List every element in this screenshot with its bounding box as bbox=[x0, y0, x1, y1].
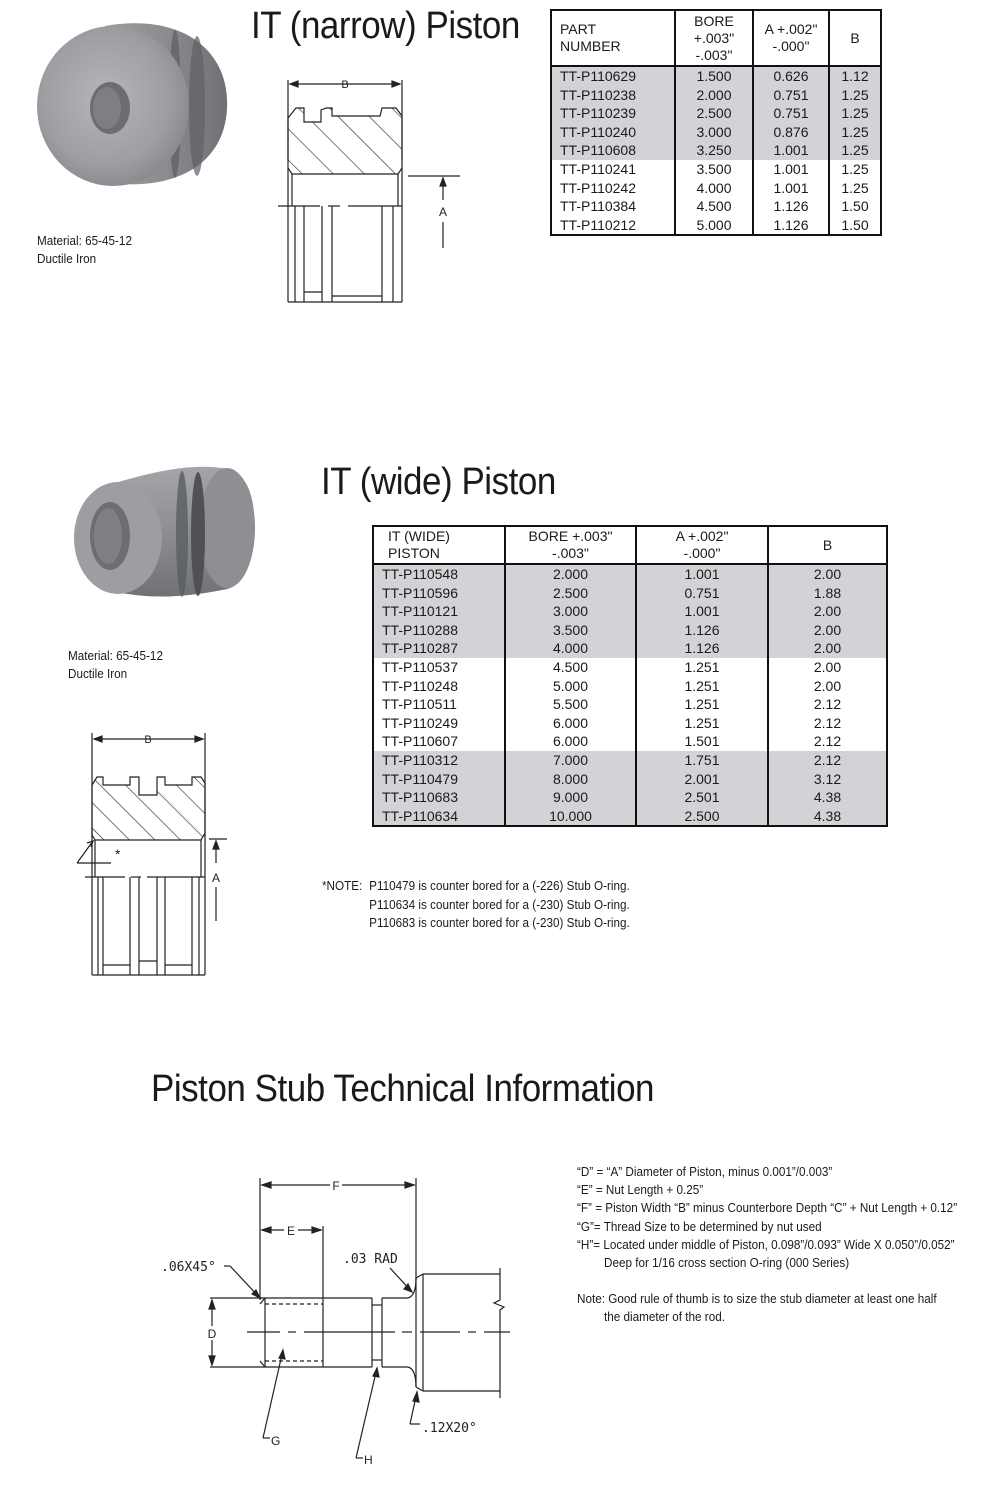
a-cell: 1.251 bbox=[636, 695, 768, 714]
dim-d-label: D bbox=[207, 1327, 217, 1341]
part-number-cell: TT-P110239 bbox=[551, 104, 675, 123]
stub-title: Piston Stub Technical Information bbox=[151, 1068, 655, 1110]
note-prefix: *NOTE: bbox=[322, 878, 363, 893]
part-number-cell: TT-P110312 bbox=[373, 751, 505, 770]
definition-f: “F” = Piston Width “B” minus Counterbore Depth “C” + Nut Length + 0.12” bbox=[577, 1200, 958, 1216]
dim-a-label: A bbox=[211, 871, 221, 885]
material-spec: Material: 65-45-12 bbox=[37, 233, 132, 248]
wide-piston-title: IT (wide) Piston bbox=[321, 461, 556, 503]
a-cell: 1.126 bbox=[753, 197, 829, 216]
material-spec: Material: 65-45-12 bbox=[68, 648, 163, 663]
bore-cell: 8.000 bbox=[505, 770, 636, 789]
part-number-cell: TT-P110596 bbox=[373, 584, 505, 603]
table-row bbox=[373, 807, 887, 827]
part-number-cell: TT-P110629 bbox=[551, 66, 675, 86]
dim-f-label: F bbox=[332, 1179, 340, 1193]
stub-note-continued: the diameter of the rod. bbox=[604, 1309, 725, 1325]
col-b: B bbox=[768, 526, 887, 564]
bore-cell: 1.500 bbox=[675, 66, 753, 86]
note-line: P110634 is counter bored for a (-230) Stub O-ring. bbox=[369, 896, 630, 912]
b-cell: 2.00 bbox=[768, 658, 887, 677]
dim-e-label: E bbox=[286, 1224, 296, 1238]
chamfer-label: .06X45° bbox=[161, 1260, 216, 1275]
table-header-row bbox=[551, 10, 881, 66]
a-cell: 0.751 bbox=[753, 104, 829, 123]
b-cell: 1.88 bbox=[768, 584, 887, 603]
a-cell: 0.626 bbox=[753, 66, 829, 86]
a-cell: 1.001 bbox=[753, 141, 829, 160]
definition-e: “E” = Nut Length + 0.25” bbox=[577, 1182, 704, 1198]
bore-cell: 10.000 bbox=[505, 807, 636, 827]
col-b: B bbox=[829, 10, 881, 66]
bore-cell: 3.500 bbox=[675, 160, 753, 179]
bore-cell: 3.000 bbox=[675, 123, 753, 142]
narrow-piston-title: IT (narrow) Piston bbox=[251, 5, 520, 47]
part-number-cell: TT-P110608 bbox=[551, 141, 675, 160]
b-cell: 2.12 bbox=[768, 732, 887, 751]
table-row bbox=[373, 658, 887, 677]
a-cell: 2.500 bbox=[636, 807, 768, 827]
a-cell: 1.251 bbox=[636, 658, 768, 677]
table-row bbox=[373, 732, 887, 751]
bore-cell: 2.000 bbox=[505, 564, 636, 584]
bore-cell: 5.500 bbox=[505, 695, 636, 714]
b-cell: 2.12 bbox=[768, 695, 887, 714]
bore-cell: 6.000 bbox=[505, 714, 636, 733]
piston-stub-drawing bbox=[150, 1160, 530, 1480]
b-cell: 1.25 bbox=[829, 141, 881, 160]
a-cell: 1.251 bbox=[636, 677, 768, 696]
bore-cell: 2.500 bbox=[505, 584, 636, 603]
a-cell: 1.126 bbox=[636, 639, 768, 658]
b-cell: 2.00 bbox=[768, 639, 887, 658]
bore-cell: 5.000 bbox=[505, 677, 636, 696]
b-cell: 1.25 bbox=[829, 179, 881, 198]
bore-cell: 7.000 bbox=[505, 751, 636, 770]
table-row bbox=[373, 788, 887, 807]
bore-cell: 6.000 bbox=[505, 732, 636, 751]
part-number-cell: TT-P110121 bbox=[373, 602, 505, 621]
table-row bbox=[551, 197, 881, 216]
table-row bbox=[373, 751, 887, 770]
table-row bbox=[373, 695, 887, 714]
col-a: A +.002" -.000" bbox=[753, 10, 829, 66]
stub-definitions bbox=[577, 1163, 973, 1327]
part-number-cell: TT-P110683 bbox=[373, 788, 505, 807]
col-bore: BORE +.003" -.003" bbox=[505, 526, 636, 564]
bore-cell: 4.500 bbox=[505, 658, 636, 677]
b-cell: 4.38 bbox=[768, 788, 887, 807]
part-number-cell: TT-P110537 bbox=[373, 658, 505, 677]
table-row bbox=[373, 564, 887, 584]
col-a: A +.002" -.000" bbox=[636, 526, 768, 564]
b-cell: 4.38 bbox=[768, 807, 887, 827]
a-cell: 1.126 bbox=[636, 621, 768, 640]
wide-piston-drawing bbox=[65, 725, 235, 985]
narrow-material-label bbox=[37, 232, 132, 268]
wide-piston-photo bbox=[72, 462, 262, 612]
narrow-piston-photo bbox=[35, 18, 230, 188]
part-number-cell: TT-P110238 bbox=[551, 86, 675, 105]
a-cell: 0.751 bbox=[636, 584, 768, 603]
material-name: Ductile Iron bbox=[37, 251, 97, 266]
col-bore: BORE +.003" -.003" bbox=[675, 10, 753, 66]
b-cell: 2.00 bbox=[768, 602, 887, 621]
bore-cell: 2.500 bbox=[675, 104, 753, 123]
b-cell: 1.50 bbox=[829, 216, 881, 236]
b-cell: 2.12 bbox=[768, 751, 887, 770]
a-cell: 0.876 bbox=[753, 123, 829, 142]
table-row bbox=[551, 66, 881, 86]
a-cell: 1.251 bbox=[636, 714, 768, 733]
bore-cell: 3.250 bbox=[675, 141, 753, 160]
col-part-number: IT (WIDE) PISTON bbox=[373, 526, 505, 564]
counterbore-note bbox=[322, 877, 630, 933]
table-row bbox=[551, 104, 881, 123]
table-row bbox=[373, 584, 887, 603]
b-cell: 2.00 bbox=[768, 677, 887, 696]
dim-a-label: A bbox=[438, 205, 448, 219]
definition-d: “D” = “A” Diameter of Piston, minus 0.001”/0.003” bbox=[577, 1164, 833, 1179]
table-row bbox=[373, 621, 887, 640]
dim-b-label: B bbox=[144, 734, 152, 746]
table-row bbox=[551, 216, 881, 236]
a-cell: 2.001 bbox=[636, 770, 768, 789]
a-cell: 1.501 bbox=[636, 732, 768, 751]
part-number-cell: TT-P110384 bbox=[551, 197, 675, 216]
table-row bbox=[551, 123, 881, 142]
definition-h: “H”= Located under middle of Piston, 0.098”/0.093” Wide X 0.050”/0.052” bbox=[577, 1236, 955, 1252]
part-number-cell: TT-P110242 bbox=[551, 179, 675, 198]
b-cell: 1.25 bbox=[829, 160, 881, 179]
narrow-piston-table bbox=[550, 9, 882, 236]
bore-cell: 4.000 bbox=[505, 639, 636, 658]
a-cell: 1.126 bbox=[753, 216, 829, 236]
bore-cell: 3.000 bbox=[505, 602, 636, 621]
stub-note: Note: Good rule of thumb is to size the stub diameter at least one half bbox=[577, 1291, 937, 1307]
bore-cell: 4.500 bbox=[675, 197, 753, 216]
definition-h-continued: Deep for 1/16 cross section O-ring (000 Series) bbox=[604, 1255, 850, 1271]
bore-cell: 9.000 bbox=[505, 788, 636, 807]
a-cell: 2.501 bbox=[636, 788, 768, 807]
b-cell: 2.00 bbox=[768, 564, 887, 584]
label-g: G bbox=[271, 1434, 281, 1448]
dim-b-label: B bbox=[341, 79, 349, 91]
definition-g: “G”= Thread Size to be determined by nut used bbox=[577, 1218, 822, 1234]
b-cell: 1.25 bbox=[829, 104, 881, 123]
a-cell: 1.001 bbox=[753, 160, 829, 179]
radius-label: .03 RAD bbox=[343, 1252, 398, 1267]
material-name: Ductile Iron bbox=[68, 666, 128, 681]
a-cell: 1.001 bbox=[636, 602, 768, 621]
part-number-cell: TT-P110248 bbox=[373, 677, 505, 696]
b-cell: 1.12 bbox=[829, 66, 881, 86]
table-row bbox=[551, 86, 881, 105]
label-h: H bbox=[364, 1453, 373, 1467]
table-row bbox=[551, 160, 881, 179]
part-number-cell: TT-P110548 bbox=[373, 564, 505, 584]
b-cell: 2.12 bbox=[768, 714, 887, 733]
b-cell: 1.25 bbox=[829, 86, 881, 105]
a-cell: 1.001 bbox=[753, 179, 829, 198]
table-row bbox=[551, 179, 881, 198]
a-cell: 0.751 bbox=[753, 86, 829, 105]
part-number-cell: TT-P110288 bbox=[373, 621, 505, 640]
bore-cell: 4.000 bbox=[675, 179, 753, 198]
col-part-number: PART NUMBER bbox=[551, 10, 675, 66]
part-number-cell: TT-P110634 bbox=[373, 807, 505, 827]
table-row bbox=[373, 639, 887, 658]
wide-piston-table bbox=[372, 525, 888, 827]
counterbore-star-label: * bbox=[115, 846, 121, 862]
note-line: P110479 is counter bored for a (-226) Stub O-ring. bbox=[369, 878, 630, 893]
b-cell: 1.50 bbox=[829, 197, 881, 216]
b-cell: 2.00 bbox=[768, 621, 887, 640]
bore-cell: 5.000 bbox=[675, 216, 753, 236]
bore-cell: 2.000 bbox=[675, 86, 753, 105]
table-row bbox=[373, 714, 887, 733]
b-cell: 3.12 bbox=[768, 770, 887, 789]
table-row bbox=[551, 141, 881, 160]
note-line: P110683 is counter bored for a (-230) Stub O-ring. bbox=[369, 915, 630, 930]
part-number-cell: TT-P110249 bbox=[373, 714, 505, 733]
table-row bbox=[373, 602, 887, 621]
table-header-row bbox=[373, 526, 887, 564]
narrow-piston-drawing bbox=[260, 70, 460, 310]
bore-cell: 3.500 bbox=[505, 621, 636, 640]
table-row bbox=[373, 770, 887, 789]
part-number-cell: TT-P110511 bbox=[373, 695, 505, 714]
b-cell: 1.25 bbox=[829, 123, 881, 142]
table-row bbox=[373, 677, 887, 696]
part-number-cell: TT-P110212 bbox=[551, 216, 675, 236]
part-number-cell: TT-P110607 bbox=[373, 732, 505, 751]
wide-material-label bbox=[68, 647, 163, 683]
part-number-cell: TT-P110240 bbox=[551, 123, 675, 142]
part-number-cell: TT-P110479 bbox=[373, 770, 505, 789]
part-number-cell: TT-P110287 bbox=[373, 639, 505, 658]
a-cell: 1.751 bbox=[636, 751, 768, 770]
a-cell: 1.001 bbox=[636, 564, 768, 584]
angle-label: .12X20° bbox=[422, 1421, 477, 1436]
part-number-cell: TT-P110241 bbox=[551, 160, 675, 179]
